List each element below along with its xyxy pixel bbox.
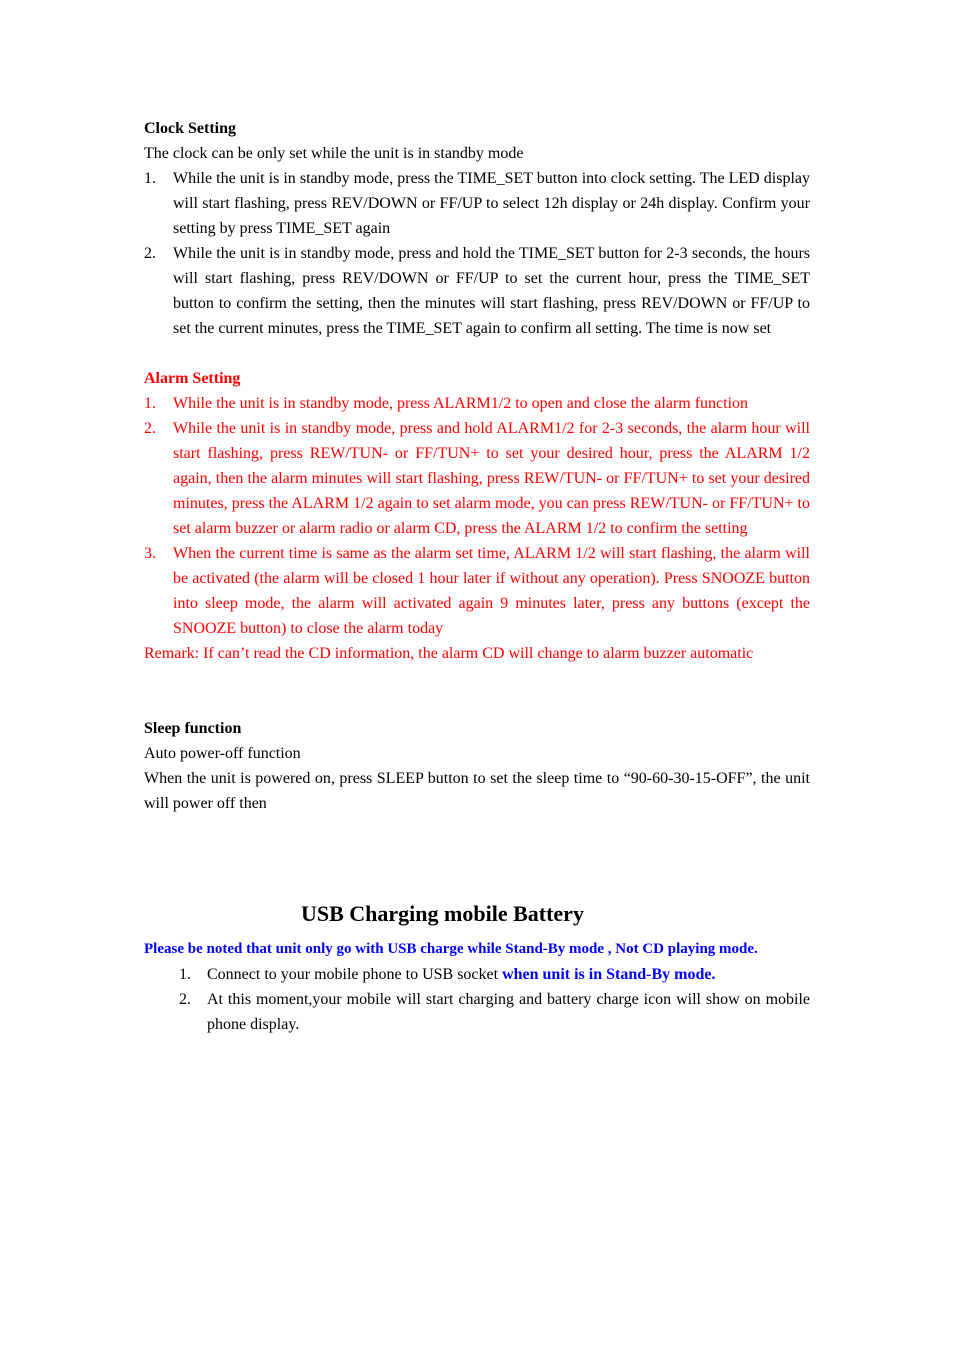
list-item xyxy=(144,241,810,341)
list-number: 2. xyxy=(179,991,191,1008)
list-item xyxy=(144,962,810,987)
list-item-text: Connect to your mobile phone to USB socket xyxy=(207,966,503,983)
alarm-setting-section xyxy=(144,366,810,666)
list-item-text: While the unit is in standby mode, press and hold the TIME_SET button for 2-3 seconds, the hours will start flashing, press REV/DOWN or FF/UP to set the current hour, press the TIME_SET button to confirm the setting, then the minutes will start flashing, press REV/DOWN or FF/UP to set the current minutes, press the TIME_SET again to confirm all setting. The time is now set xyxy=(173,245,810,337)
usb-charging-section xyxy=(144,899,810,1037)
spacer xyxy=(144,341,810,366)
usb-charging-list xyxy=(144,962,810,1037)
usb-charging-note: Please be noted that unit only go with USB charge while Stand-By mode , Not CD playing mode. xyxy=(144,941,758,957)
list-item xyxy=(144,166,810,241)
list-number: 1. xyxy=(144,170,156,187)
document-page xyxy=(144,116,810,1037)
sleep-function-heading: Sleep function xyxy=(144,720,242,737)
alarm-remark: Remark: If can’t read the CD information, the alarm CD will change to alarm buzzer automatic xyxy=(144,645,754,662)
list-item-text: While the unit is in standby mode, press ALARM1/2 to open and close the alarm function xyxy=(173,395,749,412)
list-number: 1. xyxy=(179,966,191,983)
list-item xyxy=(144,391,810,416)
list-item xyxy=(144,416,810,541)
list-number: 2. xyxy=(144,245,156,262)
list-item-text: While the unit is in standby mode, press the TIME_SET button into clock setting. The LED display will start flashing, press REV/DOWN or FF/UP to select 12h display or 24h display. Confirm your setting by press TIME_SET again xyxy=(173,170,810,237)
clock-setting-section xyxy=(144,116,810,341)
spacer xyxy=(144,816,810,891)
clock-setting-list xyxy=(144,166,810,341)
alarm-setting-heading: Alarm Setting xyxy=(144,370,241,387)
list-item-text: At this moment,your mobile will start charging and battery charge icon will show on mobile phone display. xyxy=(207,991,810,1033)
list-item-text: When the current time is same as the alarm set time, ALARM 1/2 will start flashing, the alarm will be activated (the alarm will be closed 1 hour later if without any operation). Press SNOOZE button into sleep mode, the alarm will activated again 9 minutes later, press any buttons (except the SNOOZE button) to close the alarm today xyxy=(173,545,810,637)
list-number: 3. xyxy=(144,545,156,562)
list-item-text: While the unit is in standby mode, press and hold ALARM1/2 for 2-3 seconds, the alarm hour will start flashing, press REW/TUN- or FF/TUN+ to set your desired hour, press the ALARM 1/2 again, then the alarm minutes will start flashing, press REW/TUN- or FF/TUN+ to set your desired minutes, press the ALARM 1/2 again to set alarm mode, you can press REW/TUN- or FF/TUN+ to set alarm buzzer or alarm radio or alarm CD, press the ALARM 1/2 to confirm the setting xyxy=(173,420,810,537)
list-item-highlight: when unit is in Stand-By mode. xyxy=(502,966,716,983)
sleep-function-line1: Auto power-off function xyxy=(144,745,301,762)
list-item xyxy=(144,541,810,641)
list-number: 2. xyxy=(144,420,156,437)
list-item xyxy=(144,987,810,1037)
spacer xyxy=(144,666,810,716)
usb-charging-title: USB Charging mobile Battery xyxy=(301,901,584,926)
alarm-setting-list xyxy=(144,391,810,641)
sleep-function-line2: When the unit is powered on, press SLEEP button to set the sleep time to “90-60-30-15-OFF”, the unit will power off then xyxy=(144,770,810,812)
clock-setting-intro: The clock can be only set while the unit is in standby mode xyxy=(144,145,524,162)
list-number: 1. xyxy=(144,395,156,412)
sleep-function-section xyxy=(144,716,810,816)
clock-setting-heading: Clock Setting xyxy=(144,120,236,137)
